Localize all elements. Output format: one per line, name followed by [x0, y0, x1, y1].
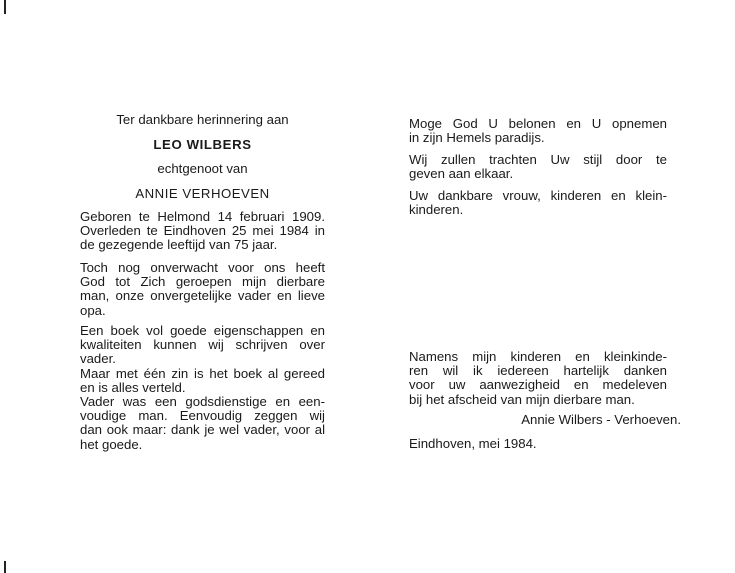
- paragraph-line: in zijn Hemels paradijs.: [409, 130, 545, 146]
- paragraph-line: Moge God U belonen en U opnemen: [409, 116, 667, 131]
- paragraph-line: Uw dankbare vrouw, kinderen en klein-: [409, 188, 667, 203]
- paragraph-line: het goede.: [80, 436, 143, 452]
- paragraph-line: vader.: [80, 351, 116, 367]
- dates-line: Overleden te Eindhoven 25 mei 1984 in: [80, 223, 325, 239]
- place-date: [409, 437, 667, 451]
- dates-paragraph: [80, 210, 325, 253]
- relation-text: echtgenoot van: [157, 161, 248, 176]
- paragraph-line: Vader was een godsdienstige en een-: [80, 394, 325, 410]
- paragraph-line: Namens mijn kinderen en kleinkinde-: [409, 349, 667, 364]
- place-date-text: Eindhoven, mei 1984.: [409, 436, 537, 451]
- dates-line: de gezegende leeftijd van 75 jaar.: [80, 237, 278, 253]
- blessing-paragraph: [409, 117, 667, 145]
- paragraph-line: kinderen.: [409, 202, 464, 218]
- paragraph-line: voor uw aanwezigheid en medeleven: [409, 377, 667, 393]
- paragraph-line: en is alles verteld.: [80, 379, 186, 395]
- spouse-name: [80, 187, 325, 201]
- paragraph-line: Maar met één zin is het boek al gereed: [80, 365, 325, 381]
- tribute-paragraph: [80, 261, 325, 318]
- book-paragraph: [80, 324, 325, 452]
- paragraph-line: voudige man. Eenvoudig zeggen wij: [80, 408, 325, 424]
- paragraph-line: ren wil ik iedereen hartelijk danken: [409, 363, 667, 379]
- relation-line: [80, 162, 325, 176]
- paragraph-line: bij het afscheid van mijn dierbare man.: [409, 391, 635, 407]
- dates-line: Geboren te Helmond 14 februari 1909.: [80, 209, 325, 224]
- paragraph-line: geven aan elkaar.: [409, 166, 514, 182]
- paragraph-line: Toch nog onverwacht voor ons heeft: [80, 260, 325, 275]
- thanks-paragraph: [409, 350, 667, 407]
- paragraph-line: opa.: [80, 302, 106, 318]
- signature-text: Annie Wilbers - Verhoeven.: [521, 412, 681, 427]
- spouse-text: ANNIE VERHOEVEN: [135, 186, 270, 201]
- name-text: LEO WILBERS: [153, 137, 252, 152]
- deceased-name: [80, 138, 325, 152]
- paragraph-line: Wij zullen trachten Uw stijl door te: [409, 152, 667, 167]
- signature: [409, 413, 681, 427]
- family-paragraph: [409, 189, 667, 217]
- paragraph-line: Een boek vol goede eigenschappen en: [80, 323, 325, 338]
- paragraph-line: dan ook maar: dank je wel vader, voor al: [80, 422, 325, 438]
- paragraph-line: God tot Zich geroepen mijn dierbare: [80, 274, 325, 290]
- intro-text: Ter dankbare herinnering aan: [116, 112, 289, 127]
- crop-mark: [4, 0, 6, 14]
- crop-mark: [4, 561, 6, 573]
- intro-line: [80, 113, 325, 127]
- paragraph-line: kwaliteiten kunnen wij schrijven over: [80, 337, 325, 353]
- style-paragraph: [409, 153, 667, 181]
- paragraph-line: man, onze onvergetelijke vader en lieve: [80, 288, 325, 304]
